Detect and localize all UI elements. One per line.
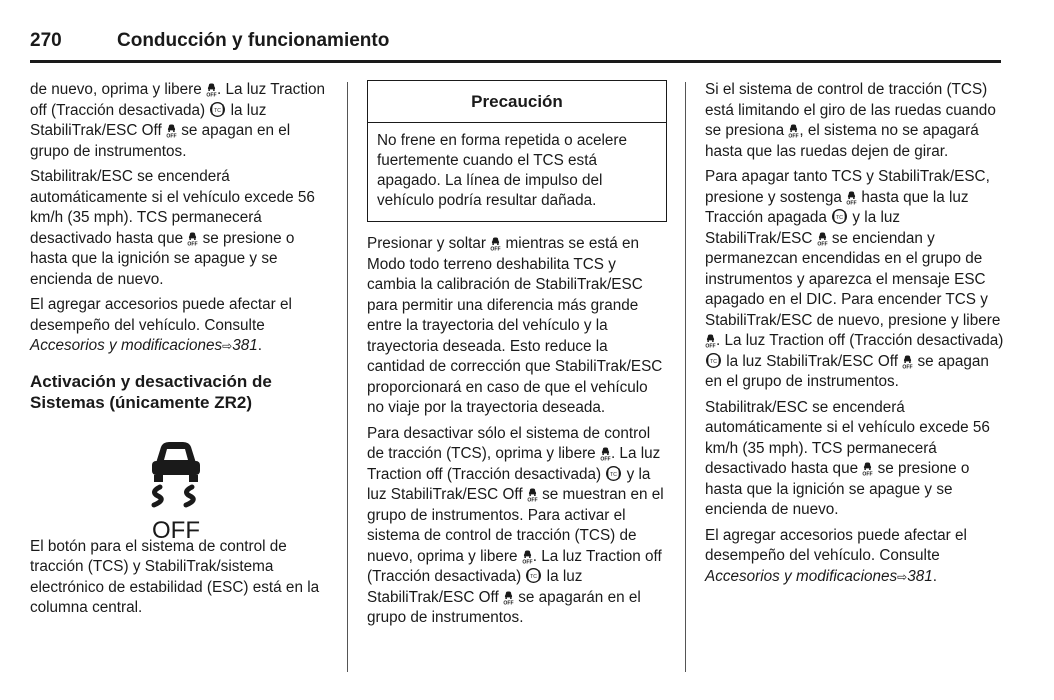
traction-control-button-icon [187,230,198,246]
column-2 [367,80,667,634]
reference-page[interactable]: 381 [232,337,258,354]
traction-control-button-icon [522,548,533,564]
cross-reference-link[interactable]: Accesorios y modificaciones [705,567,898,585]
esc-off-indicator-icon [902,353,913,369]
traction-off-indicator-icon [209,101,226,118]
reference-arrow-icon: ⇨ [897,569,908,584]
paragraph: Stabilitrak/ESC se encenderá automáticamente si el vehículo excede 56 km/h (35 mph). TCS permanecerá desactivado hasta que se presione o hasta que la ignición se apague y se encienda de nuevo. [705,398,990,518]
paragraph: El botón para el sistema de control de tracción (TCS) y StabiliTrak/sistema electrónico de estabilidad (ESC) está en la columna central. [30,537,320,616]
esc-off-indicator-icon [166,122,177,138]
column-1 [30,80,330,624]
column-divider-1 [347,82,348,672]
paragraph: El agregar accesorios puede afectar el desempeño del vehículo. Consulte Accesorios y modificaciones⇨381. [705,526,967,585]
traction-off-indicator-icon [605,465,622,482]
reference-page[interactable]: 381 [907,567,933,585]
paragraph: El agregar accesorios puede afectar el desempeño del vehículo. Consulte Accesorios y modificaciones⇨381. [30,296,292,354]
column-divider-2 [685,82,686,672]
caution-box [367,80,667,222]
cross-reference-link[interactable]: Accesorios y modificaciones [30,337,223,354]
header-rule [30,60,1001,63]
section-heading: Activación y desactivación de Sistemas (únicamente ZR2) [30,371,272,412]
paragraph: Si el sistema de control de tracción (TCS) está limitando el giro de las ruedas cuando se presiona , el sistema no se apagará hasta que las ruedas dejen de girar. [705,81,996,160]
page-header [30,30,1001,60]
traction-control-button-icon [862,460,873,476]
traction-control-button-icon [600,445,611,461]
traction-control-button-icon [705,332,716,348]
traction-off-indicator-icon [705,352,722,369]
paragraph: Para apagar tanto TCS y StabiliTrak/ESC, presione y sostenga hasta que la luz Tracción apagada y la luz StabiliTrak/ESC se enciendan y permanezcan encendidas en el grupo de instrumentos y aparezca el mensaje ESC apagado en el DIC. Para encender TCS y StabiliTrak/ESC de nuevo, presione y libere . La luz Traction off (Tracción desactivada) la luz StabiliTrak/ESC Off se apagan en el grupo de instrumentos. [705,168,1004,390]
paragraph: Para desactivar sólo el sistema de control de tracción (TCS), oprima y libere . La luz Traction off (Tracción desactivada) y la luz StabiliTrak/ESC Off se muestran en el grupo de instrumentos. Para activar el sistema de control de tracción (TCS) de nuevo, oprima y libere . La luz Traction off (Tracción desactivada) la luz StabiliTrak/ESC Off se apagarán en el grupo de instrumentos. [367,424,664,626]
esc-off-indicator-icon [527,486,538,502]
traction-off-indicator-icon [525,567,542,584]
traction-control-button-icon [490,235,501,251]
page-title: Conducción y funcionamiento [117,30,390,51]
caution-title: Precaución [368,81,666,123]
column-3 [705,80,1005,592]
traction-control-button-large-icon [144,435,208,544]
reference-arrow-icon: ⇨ [222,339,233,353]
off-label: OFF [152,517,200,544]
esc-off-indicator-icon [503,589,514,605]
traction-control-button-icon [206,81,217,97]
paragraph: Presionar y soltar mientras se está en Modo todo terreno deshabilita TCS y cambia la calibración de StabiliTrak/ESC para permitir una diferencia más grande entre la trayectoria del vehículo y la trayectoria deseada. Esto reduce la cantidad de corrección que StabiliTrak/ESC proporcionará en caso de que el vehículo no viaje por la trayectoria deseada. [367,235,663,416]
esc-off-indicator-icon [817,230,828,246]
traction-off-indicator-icon [831,208,848,225]
paragraph: de nuevo, oprima y libere . La luz Traction off (Tracción desactivada) la luz StabiliTrak/ESC Off se apagan en el grupo de instrumentos. [30,81,325,160]
traction-control-button-icon [846,189,857,205]
paragraph: Stabilitrak/ESC se encenderá automáticamente si el vehículo excede 56 km/h (35 mph). TCS permanecerá desactivado hasta que se presione o hasta que la ignición se apague y se encienda de nuevo. [30,168,315,288]
page-number: 270 [30,30,62,51]
traction-control-button-icon [788,122,799,138]
caution-text: No frene en forma repetida o acelere fuertemente cuando el TCS está apagado. La línea de impulso del vehículo podría resultar dañada. [377,132,627,209]
